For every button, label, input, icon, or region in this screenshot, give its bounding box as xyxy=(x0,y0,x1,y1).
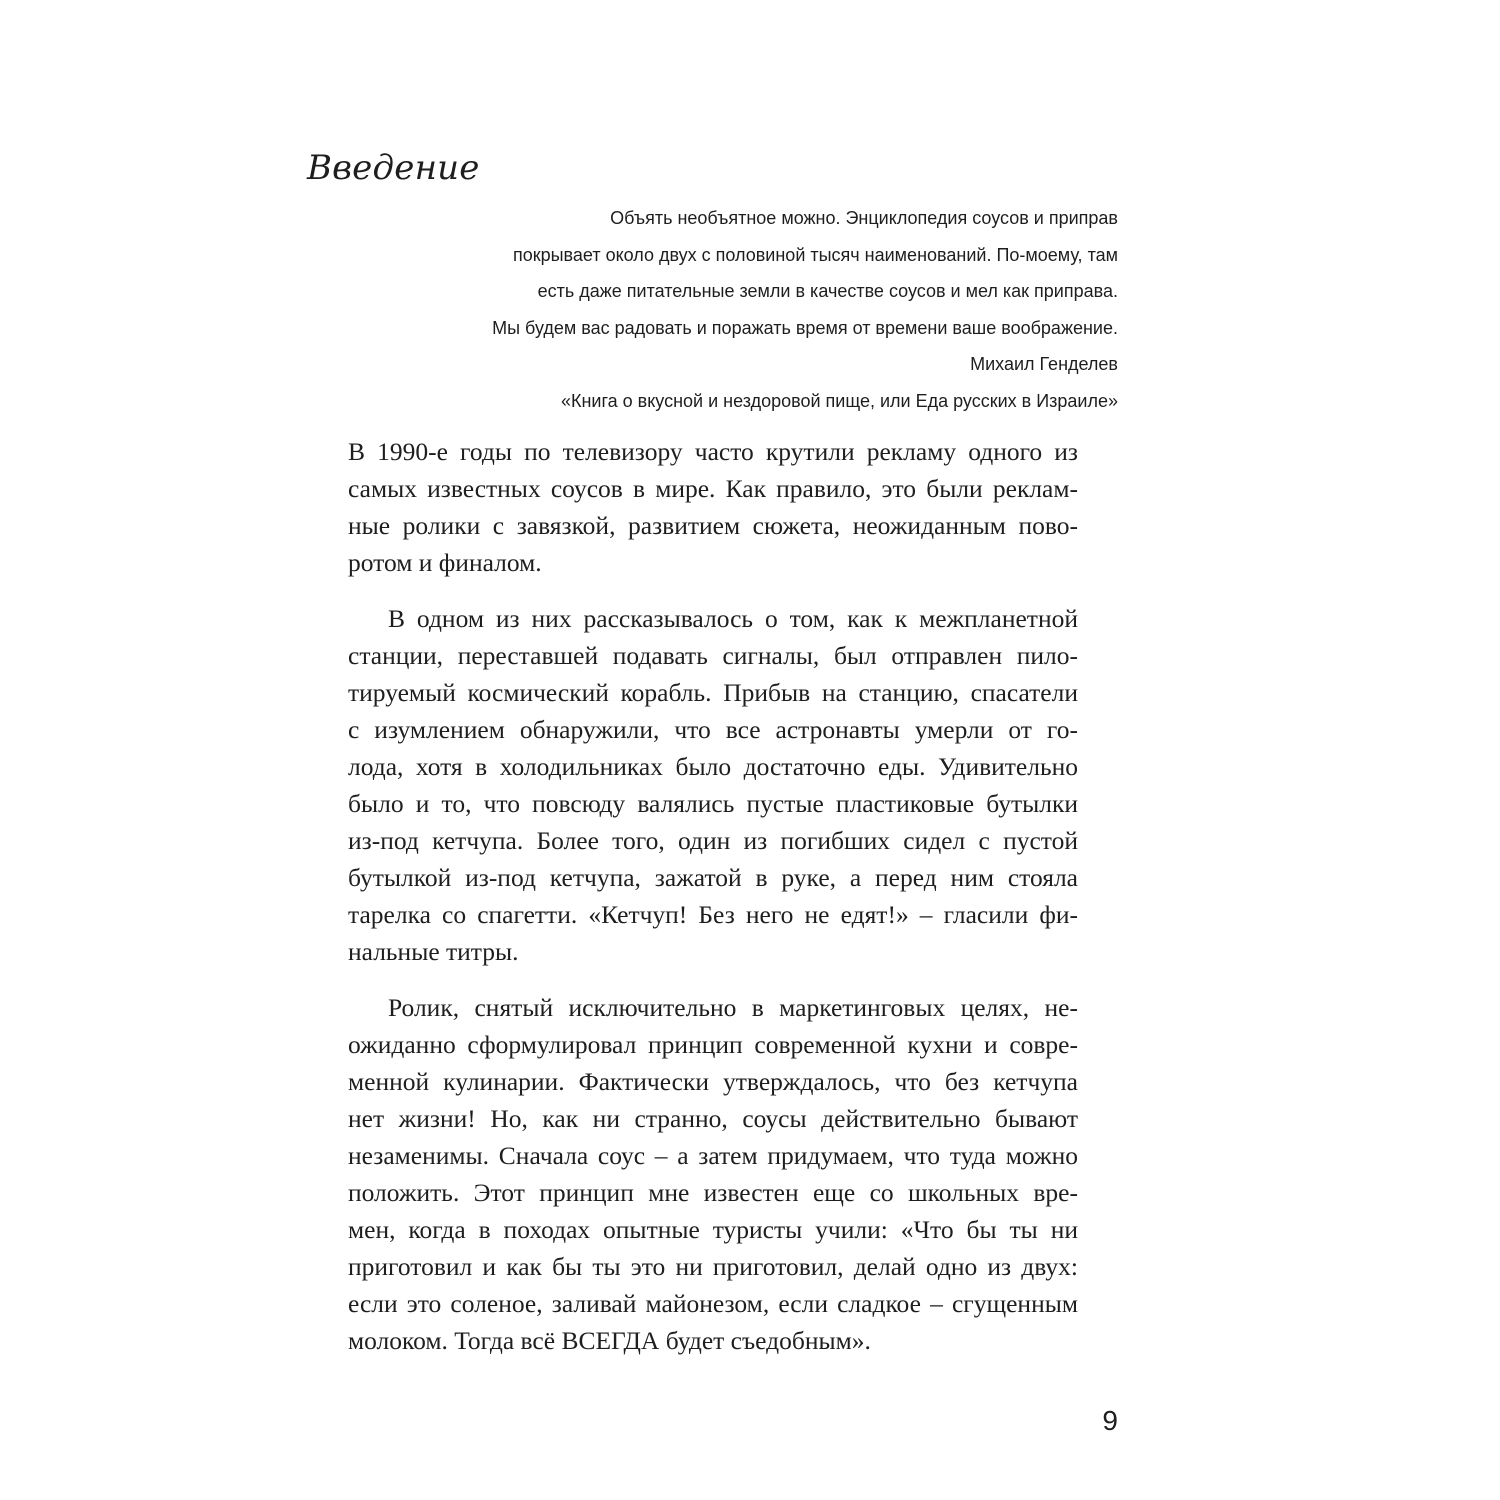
text-line: с изумлением обнаружили, что все астронавты умерли от го- xyxy=(348,715,1078,744)
paragraph xyxy=(348,600,1078,970)
text-line: станции, переставшей подавать сигналы, был отправлен пило- xyxy=(348,641,1078,670)
text-line: самых известных соусов в мире. Как правило, это были реклам- xyxy=(348,474,1078,503)
epigraph-line: есть даже питательные земли в качестве соусов и мел как приправа. xyxy=(537,281,1118,301)
page-number: 9 xyxy=(1102,1405,1118,1436)
paragraph xyxy=(348,433,1078,581)
text-line: мен, когда в походах опытные туристы учили: «Что бы ты ни xyxy=(348,1215,1078,1244)
text-line: В одном из них рассказывалось о том, как к межпланетной xyxy=(388,604,1078,633)
epigraph xyxy=(418,200,1118,419)
text-line: тируемый космический корабль. Прибыв на станцию, спасатели xyxy=(348,678,1078,707)
epigraph-line: Мы будем вас радовать и поражать время от времени ваше воображение. xyxy=(492,317,1118,338)
text-line: В 1990-е годы по телевизору часто крутили рекламу одного из xyxy=(348,437,1078,466)
text-line: ротом и финалом. xyxy=(348,548,542,577)
chapter-heading: Введение xyxy=(307,148,480,188)
text-line: менной кулинарии. Фактически утверждалось, что без кетчупа xyxy=(348,1067,1078,1096)
epigraph-line: Объять необъятное можно. Энциклопедия соусов и приправ xyxy=(610,208,1118,228)
epigraph-author: Михаил Генделев xyxy=(970,354,1118,374)
text-line: было и то, что повсюду валялись пустые пластиковые бутылки xyxy=(348,789,1078,818)
text-line: из-под кетчупа. Более того, один из погибших сидел с пустой xyxy=(348,826,1078,855)
text-line: если это соленое, заливай майонезом, если сладкое – сгущенным xyxy=(348,1289,1078,1318)
body-text xyxy=(348,433,1078,1378)
text-line: ожиданно сформулировал принцип современной кухни и совре- xyxy=(348,1030,1078,1059)
text-line: лода, хотя в холодильниках было достаточно еды. Удивительно xyxy=(348,752,1078,781)
paragraph xyxy=(348,989,1078,1359)
text-line: нальные титры. xyxy=(348,937,519,966)
text-line: молоком. Тогда всё ВСЕГДА будет съедобным». xyxy=(348,1326,871,1355)
text-line: положить. Этот принцип мне известен еще со школьных вре- xyxy=(348,1178,1078,1207)
text-line: Ролик, снятый исключительно в маркетинговых целях, не- xyxy=(388,993,1078,1022)
text-line: бутылкой из-под кетчупа, зажатой в руке, а перед ним стояла xyxy=(348,863,1078,892)
epigraph-line: покрывает около двух с половиной тысяч наименований. По-моему, там xyxy=(512,244,1118,265)
text-line: нет жизни! Но, как ни странно, соусы действительно бывают xyxy=(348,1104,1078,1133)
text-line: ные ролики с завязкой, развитием сюжета, неожиданным пово- xyxy=(348,511,1078,540)
text-line: приготовил и как бы ты это ни приготовил, делай одно из двух: xyxy=(348,1252,1078,1281)
epigraph-source: «Книга о вкусной и нездоровой пище, или Еда русских в Израиле» xyxy=(560,390,1118,411)
text-line: незаменимы. Сначала соус – а затем придумаем, что туда можно xyxy=(348,1141,1078,1170)
text-line: тарелка со спагетти. «Кетчуп! Без него не едят!» – гласили фи- xyxy=(348,900,1078,929)
